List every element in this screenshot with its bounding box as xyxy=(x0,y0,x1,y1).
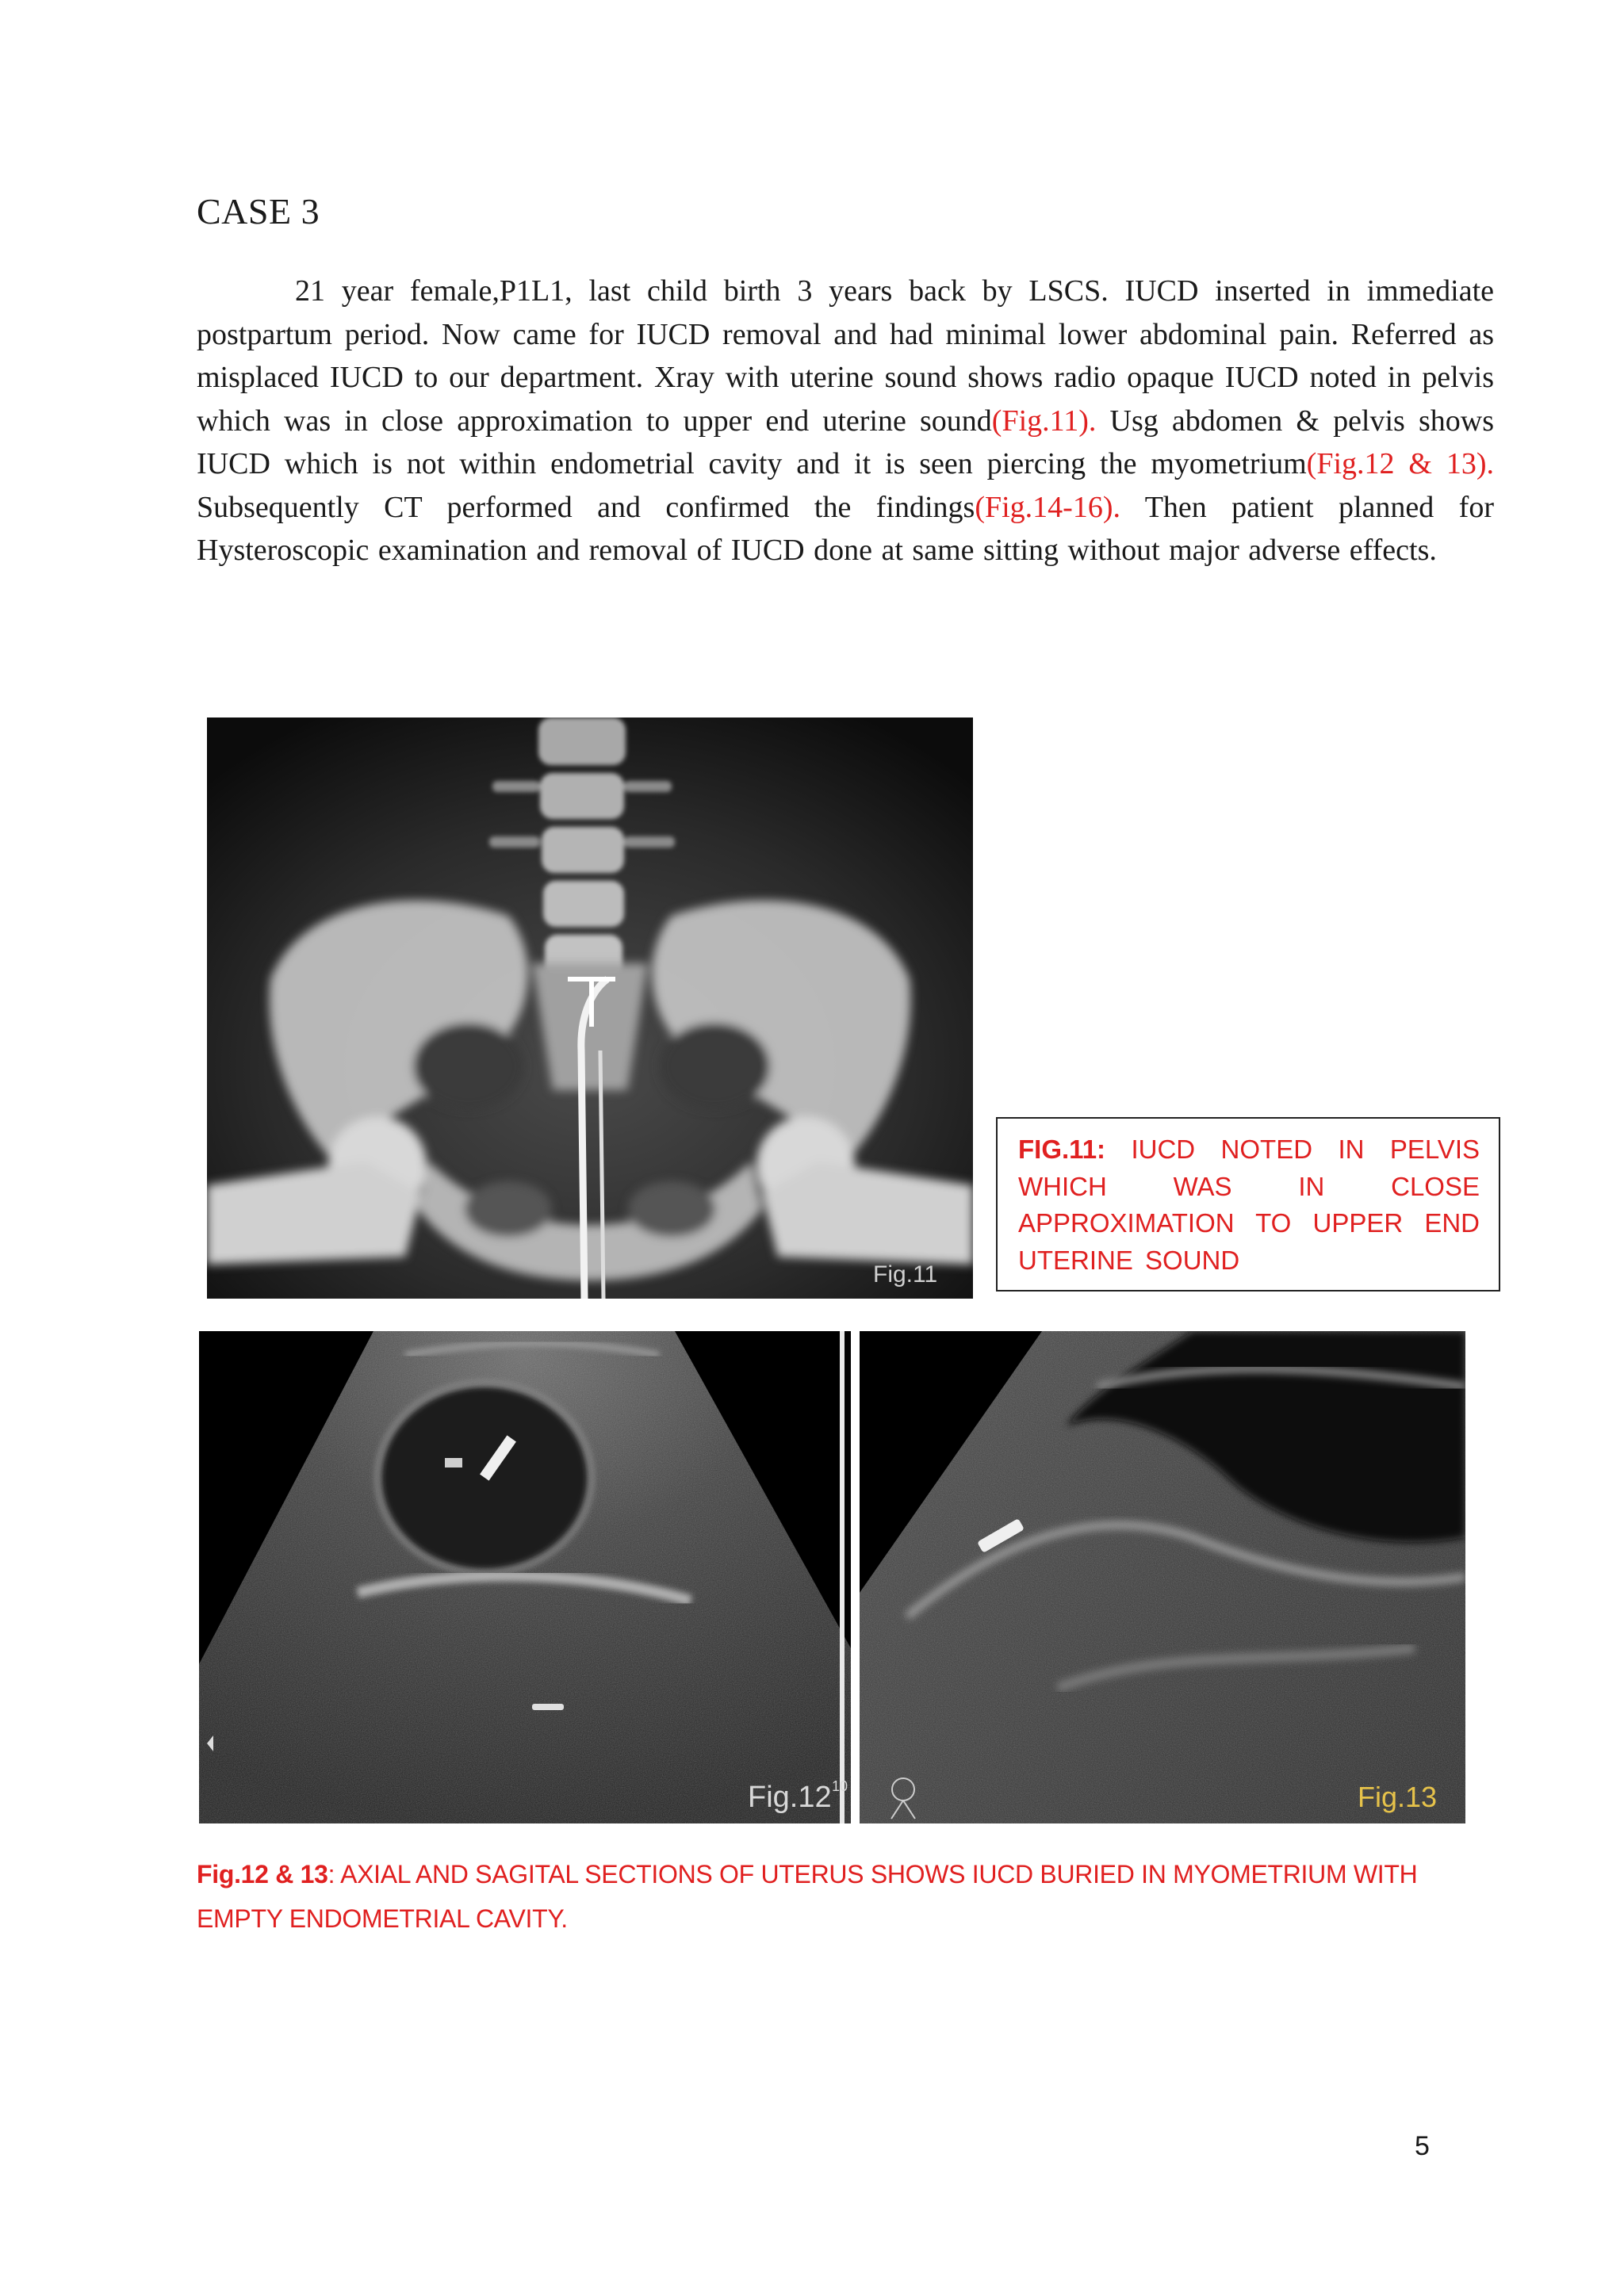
paragraph-part-2: Usg abdomen & pelvis shows IUCD which is not within endometrial cavity and it is seen piercing the myometrium xyxy=(197,404,1494,480)
fig11-label: Fig.11 xyxy=(873,1261,938,1288)
paragraph-part-4: Then patient planned for Hysteroscopic examination and removal of IUCD done at same sitting without major adverse effects. xyxy=(197,490,1494,567)
xray-figure-11 xyxy=(207,718,973,1299)
page-number: 5 xyxy=(1415,2131,1430,2161)
fig12-13-caption xyxy=(197,1852,1481,1941)
fig11-caption-text: IUCD NOTED IN PELVIS WHICH WAS IN CLOSE APPROXIMATION TO UPPER END UTERINE SOUND xyxy=(1018,1135,1480,1275)
ultrasound-figure-13 xyxy=(860,1331,1465,1823)
fig11-reference: (Fig.11). xyxy=(991,404,1097,438)
fig13-label: Fig.13 xyxy=(1358,1781,1438,1813)
fig12-superscript: 10 xyxy=(832,1778,848,1794)
ultrasound-axial-image xyxy=(199,1331,851,1823)
fig12-label: Fig.12 xyxy=(748,1781,832,1814)
case-description xyxy=(197,270,1494,572)
fig12-13-caption-text: : AXIAL AND SAGITAL SECTIONS OF UTERUS SHOWS IUCD BURIED IN MYOMETRIUM WITH EMPTY ENDOMETRIAL CAVITY. xyxy=(197,1860,1418,1933)
paragraph-part-3: Subsequently CT performed and confirmed the findings xyxy=(197,490,975,524)
ultrasound-figure-12 xyxy=(199,1331,851,1823)
ultrasound-sagittal-image xyxy=(860,1331,1465,1823)
fig12-13-reference: (Fig.12 & 13). xyxy=(1306,447,1494,480)
fig14-16-reference: (Fig.14-16). xyxy=(975,490,1120,524)
fig11-caption-label: FIG.11: xyxy=(1018,1135,1106,1164)
xray-image xyxy=(207,718,973,1299)
case-heading: CASE 3 xyxy=(197,191,320,232)
fig11-caption-box xyxy=(996,1117,1500,1292)
paragraph-part-1: 21 year female,P1L1, last child birth 3 years back by LSCS. IUCD inserted in immediate postpartum period. Now came for IUCD removal and had minimal lower abdominal pain. Referred as misplaced IUCD to our department. Xray with uterine sound shows radio opaque IUCD noted in pelvis which was in close approximation to upper end uterine sound xyxy=(197,274,1494,438)
fig12-13-caption-label: Fig.12 & 13 xyxy=(197,1860,328,1888)
